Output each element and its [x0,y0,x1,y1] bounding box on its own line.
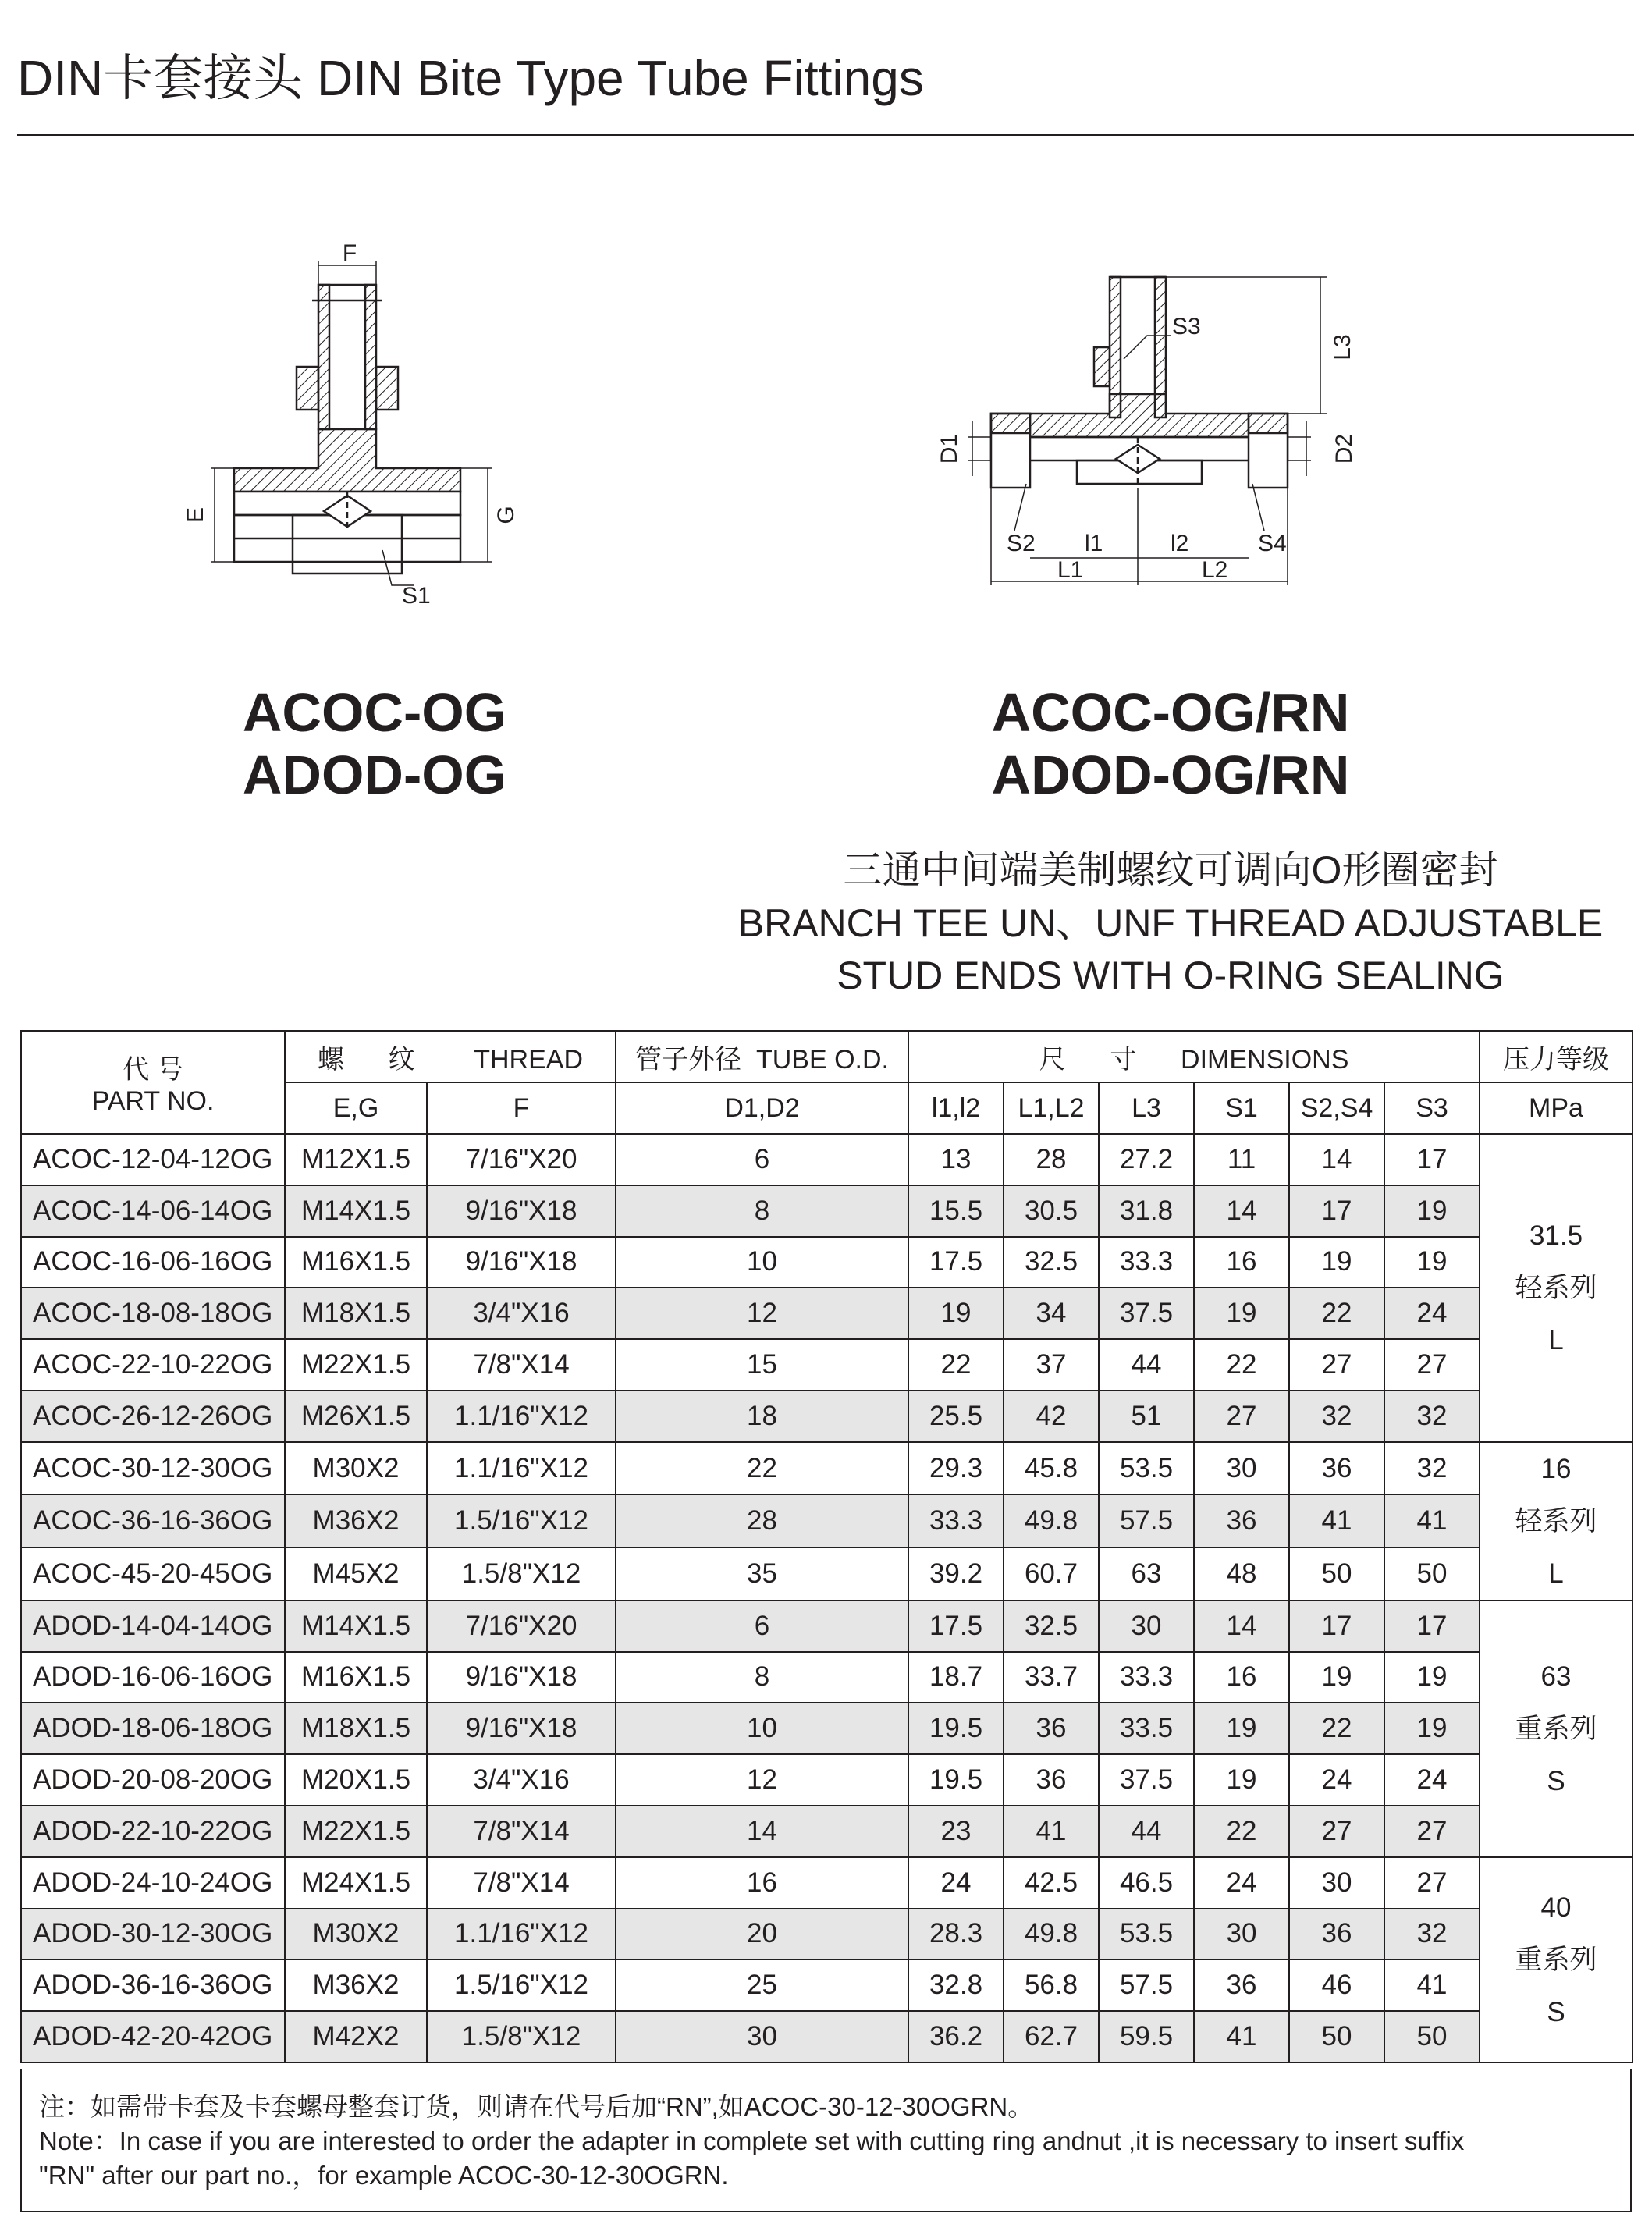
drawing-label-s3: S3 [1172,314,1201,339]
model-name-acoc-og-rn: ACOC-OG/RN [991,682,1350,743]
cell-dim-s3: 41 [1384,1959,1480,2011]
header-s3: S3 [1384,1082,1480,1134]
cell-thread-eg: M30X2 [285,1442,427,1495]
cell-tube-od: 10 [616,1703,908,1754]
right-fitting-drawing [890,258,1389,601]
drawing-label-s2: S2 [1007,531,1036,556]
header-s1: S1 [1194,1082,1289,1134]
cell-dim-s1: 16 [1194,1652,1289,1703]
cell-dim-s1: 14 [1194,1185,1289,1237]
cell-thread-f: 1.5/16"X12 [427,1494,616,1547]
cell-part-no: ACOC-16-06-16OG [21,1237,285,1288]
cell-tube-od: 12 [616,1288,908,1339]
cell-dim-l1l2-small: 19.5 [908,1703,1004,1754]
drawing-label-l3: L3 [1330,334,1355,361]
header-part-en: PART NO. [91,1086,215,1116]
cell-dim-l1l2-small: 22 [908,1339,1004,1391]
cell-dim-l3: 33.5 [1099,1703,1194,1754]
drawing-label-e: E [183,506,208,524]
cell-thread-eg: M36X2 [285,1494,427,1547]
header-d1d2: D1,D2 [616,1082,908,1134]
cell-dim-s2s4: 27 [1289,1339,1384,1391]
table-row [21,1547,1632,1600]
cell-dim-s1: 16 [1194,1237,1289,1288]
cell-part-no: ADOD-18-06-18OG [21,1703,285,1754]
pressure-value: 40 [1540,1892,1572,1923]
pressure-group [1480,1134,1632,1442]
cell-dim-l3: 57.5 [1099,1959,1194,2011]
pressure-series: 轻系列 [1515,1505,1597,1536]
pressure-code: L [1548,1324,1564,1355]
model-name-adod-og: ADOD-OG [242,744,507,805]
drawing-label-f: F [342,242,357,266]
drawing-label-g: G [493,506,519,524]
table-row [21,1600,1632,1652]
cell-tube-od: 35 [616,1547,908,1600]
cell-dim-s1: 36 [1194,1959,1289,2011]
cell-dim-l3: 53.5 [1099,1909,1194,1960]
header-l1l2: L1,L2 [1004,1082,1099,1134]
header-eg: E,G [285,1082,427,1134]
cell-tube-od: 6 [616,1600,908,1652]
cell-dim-l1l2: 56.8 [1004,1959,1099,2011]
cell-part-no: ACOC-36-16-36OG [21,1494,285,1547]
header-part-no [21,1031,285,1134]
cell-dim-s3: 24 [1384,1754,1480,1806]
cell-dim-l1l2: 30.5 [1004,1185,1099,1237]
cell-tube-od: 18 [616,1391,908,1442]
cell-dim-s1: 27 [1194,1391,1289,1442]
cell-dim-l1l2: 49.8 [1004,1494,1099,1547]
cell-tube-od: 6 [616,1134,908,1185]
cell-dim-s2s4: 17 [1289,1185,1384,1237]
cell-thread-eg: M14X1.5 [285,1600,427,1652]
cell-dim-l1l2-small: 18.7 [908,1652,1004,1703]
cell-thread-f: 9/16"X18 [427,1652,616,1703]
table-row [21,1494,1632,1547]
cell-thread-eg: M26X1.5 [285,1391,427,1442]
drawing-label-d2: D2 [1331,433,1357,464]
cell-dim-l1l2: 36 [1004,1754,1099,1806]
cell-dim-l3: 31.8 [1099,1185,1194,1237]
cell-dim-l1l2-small: 24 [908,1857,1004,1909]
cell-thread-f: 3/4"X16 [427,1288,616,1339]
cell-part-no: ADOD-42-20-42OG [21,2011,285,2062]
table-row [21,1442,1632,1495]
cell-dim-s2s4: 27 [1289,1806,1384,1857]
cell-dim-s3: 17 [1384,1134,1480,1185]
description-cn: 三通中间端美制螺纹可调向O形圈密封 [843,848,1498,892]
cell-dim-s1: 19 [1194,1754,1289,1806]
cell-dim-l1l2: 42 [1004,1391,1099,1442]
cell-thread-eg: M18X1.5 [285,1703,427,1754]
cell-tube-od: 16 [616,1857,908,1909]
cell-dim-l1l2-small: 39.2 [908,1547,1004,1600]
cell-thread-f: 1.1/16"X12 [427,1909,616,1960]
cell-dim-l3: 63 [1099,1547,1194,1600]
pressure-series: 重系列 [1515,1713,1597,1744]
pressure-code: S [1547,1996,1565,2027]
cell-thread-eg: M22X1.5 [285,1339,427,1391]
pressure-value: 63 [1540,1661,1572,1692]
cell-dim-l1l2-small: 29.3 [908,1442,1004,1495]
cell-part-no: ADOD-30-12-30OG [21,1909,285,1960]
cell-dim-s1: 41 [1194,2011,1289,2062]
cell-dim-s3: 19 [1384,1185,1480,1237]
cell-dim-s3: 27 [1384,1806,1480,1857]
cell-dim-l1l2-small: 17.5 [908,1600,1004,1652]
header-f: F [427,1082,616,1134]
cell-dim-l1l2: 45.8 [1004,1442,1099,1495]
cell-part-no: ACOC-45-20-45OG [21,1547,285,1600]
cell-tube-od: 25 [616,1959,908,2011]
pressure-value: 16 [1540,1453,1572,1484]
cell-thread-f: 1.5/8"X12 [427,2011,616,2062]
cell-dim-l1l2-small: 19.5 [908,1754,1004,1806]
cell-dim-s3: 27 [1384,1857,1480,1909]
cell-dim-l3: 37.5 [1099,1288,1194,1339]
note-en-line1: Note：In case if you are interested to order the adapter in complete set with cutting ring andnut ,it is necessary to insert suffix [39,2126,1465,2155]
cell-dim-l3: 27.2 [1099,1134,1194,1185]
cell-dim-s2s4: 41 [1289,1494,1384,1547]
drawing-label-l2: L2 [1202,557,1228,583]
cell-dim-s2s4: 17 [1289,1600,1384,1652]
left-fitting-drawing [179,242,570,609]
cell-dim-l1l2-small: 25.5 [908,1391,1004,1442]
pressure-group [1480,1857,1632,2062]
cell-tube-od: 20 [616,1909,908,1960]
cell-dim-s1: 48 [1194,1547,1289,1600]
cell-thread-eg: M12X1.5 [285,1134,427,1185]
cell-tube-od: 15 [616,1339,908,1391]
cell-dim-l3: 46.5 [1099,1857,1194,1909]
table-row [21,1134,1632,1185]
note-cn: 注：如需带卡套及卡套螺母整套订货，则请在代号后加“RN”,如ACOC-30-12-30OGRN。 [39,2092,1034,2121]
cell-dim-s3: 19 [1384,1703,1480,1754]
header-part-cn: 代 号 [123,1055,183,1085]
cell-dim-s3: 17 [1384,1600,1480,1652]
cell-thread-f: 9/16"X18 [427,1703,616,1754]
cell-dim-l1l2-small: 28.3 [908,1909,1004,1960]
pressure-series: 轻系列 [1515,1272,1597,1303]
cell-dim-s3: 19 [1384,1652,1480,1703]
cell-tube-od: 12 [616,1754,908,1806]
cell-part-no: ACOC-30-12-30OG [21,1442,285,1495]
cell-dim-s1: 11 [1194,1134,1289,1185]
cell-part-no: ADOD-36-16-36OG [21,1959,285,2011]
cell-dim-s1: 19 [1194,1703,1289,1754]
drawing-label-d1: D1 [936,433,962,464]
cell-dim-s2s4: 32 [1289,1391,1384,1442]
cell-tube-od: 14 [616,1806,908,1857]
cell-dim-l3: 44 [1099,1806,1194,1857]
cell-tube-od: 8 [616,1185,908,1237]
cell-part-no: ADOD-14-04-14OG [21,1600,285,1652]
description-en-line1: BRANCH TEE UN、UNF THREAD ADJUSTABLE [737,901,1604,945]
cell-part-no: ADOD-24-10-24OG [21,1857,285,1909]
table-row [21,1237,1632,1288]
pressure-group [1480,1442,1632,1600]
header-dimensions: 尺 寸 DIMENSIONS [908,1031,1480,1082]
pressure-series: 重系列 [1515,1944,1597,1975]
title-divider [17,134,1634,136]
cell-dim-l3: 51 [1099,1391,1194,1442]
cell-dim-s2s4: 50 [1289,2011,1384,2062]
cell-dim-l1l2-small: 36.2 [908,2011,1004,2062]
drawing-label-l1-small: l1 [1085,531,1103,556]
cell-tube-od: 10 [616,1237,908,1288]
cell-dim-l1l2-small: 17.5 [908,1237,1004,1288]
cell-dim-s2s4: 24 [1289,1754,1384,1806]
page-title: DIN卡套接头 DIN Bite Type Tube Fittings [17,50,924,106]
cell-thread-f: 1.1/16"X12 [427,1442,616,1495]
cell-thread-eg: M42X2 [285,2011,427,2062]
cell-thread-f: 1.1/16"X12 [427,1391,616,1442]
pressure-value: 31.5 [1529,1220,1583,1251]
order-note [20,2069,1632,2212]
cell-dim-l1l2: 36 [1004,1703,1099,1754]
cell-dim-s3: 32 [1384,1442,1480,1495]
cell-dim-l3: 37.5 [1099,1754,1194,1806]
cell-dim-l1l2: 33.7 [1004,1652,1099,1703]
cell-dim-s2s4: 30 [1289,1857,1384,1909]
header-pressure: 压力等级 [1480,1031,1632,1082]
cell-dim-s1: 36 [1194,1494,1289,1547]
description-en-line2: STUD ENDS WITH O-RING SEALING [837,954,1505,997]
cell-dim-l3: 57.5 [1099,1494,1194,1547]
cell-dim-l1l2-small: 32.8 [908,1959,1004,2011]
cell-thread-eg: M45X2 [285,1547,427,1600]
cell-thread-f: 7/16"X20 [427,1134,616,1185]
table-row [21,1288,1632,1339]
cell-dim-l1l2-small: 19 [908,1288,1004,1339]
cell-thread-eg: M14X1.5 [285,1185,427,1237]
cell-dim-l1l2: 42.5 [1004,1857,1099,1909]
model-name-adod-og-rn: ADOD-OG/RN [991,744,1350,805]
cell-thread-eg: M30X2 [285,1909,427,1960]
pressure-group [1480,1600,1632,1857]
spec-table [20,1030,1633,2063]
cell-dim-l3: 59.5 [1099,2011,1194,2062]
cell-dim-l1l2-small: 13 [908,1134,1004,1185]
header-pressure-unit: MPa [1480,1082,1632,1134]
table-row [21,1703,1632,1754]
table-row [21,1339,1632,1391]
cell-dim-l1l2: 49.8 [1004,1909,1099,1960]
model-name-acoc-og: ACOC-OG [242,682,507,743]
drawing-label-l2-small: l2 [1171,531,1189,556]
cell-thread-f: 7/8"X14 [427,1339,616,1391]
cell-part-no: ADOD-20-08-20OG [21,1754,285,1806]
cell-tube-od: 28 [616,1494,908,1547]
cell-dim-s3: 32 [1384,1909,1480,1960]
cell-dim-s2s4: 36 [1289,1909,1384,1960]
cell-thread-eg: M22X1.5 [285,1806,427,1857]
cell-dim-l1l2-small: 23 [908,1806,1004,1857]
table-row [21,1857,1632,1909]
cell-thread-f: 1.5/8"X12 [427,1547,616,1600]
cell-dim-l1l2: 60.7 [1004,1547,1099,1600]
cell-dim-l1l2-small: 15.5 [908,1185,1004,1237]
cell-dim-l1l2: 28 [1004,1134,1099,1185]
cell-dim-s1: 24 [1194,1857,1289,1909]
cell-part-no: ACOC-14-06-14OG [21,1185,285,1237]
cell-thread-f: 7/8"X14 [427,1806,616,1857]
cell-thread-f: 7/8"X14 [427,1857,616,1909]
cell-thread-f: 9/16"X18 [427,1237,616,1288]
cell-dim-s3: 32 [1384,1391,1480,1442]
cell-dim-s1: 14 [1194,1600,1289,1652]
table-row [21,2011,1632,2062]
cell-thread-f: 3/4"X16 [427,1754,616,1806]
cell-dim-s2s4: 50 [1289,1547,1384,1600]
cell-part-no: ADOD-16-06-16OG [21,1652,285,1703]
table-row [21,1909,1632,1960]
cell-dim-s1: 22 [1194,1806,1289,1857]
cell-dim-s2s4: 22 [1289,1703,1384,1754]
cell-dim-s2s4: 19 [1289,1652,1384,1703]
header-thread: 螺 纹 THREAD [285,1031,616,1082]
cell-thread-eg: M18X1.5 [285,1288,427,1339]
table-row [21,1391,1632,1442]
table-row [21,1959,1632,2011]
cell-dim-l3: 30 [1099,1600,1194,1652]
note-en-line2: "RN" after our part no.，for example ACOC-30-12-30OGRN. [39,2161,729,2190]
cell-dim-l3: 44 [1099,1339,1194,1391]
cell-thread-eg: M36X2 [285,1959,427,2011]
cell-dim-s1: 22 [1194,1339,1289,1391]
cell-thread-eg: M16X1.5 [285,1237,427,1288]
header-s2s4: S2,S4 [1289,1082,1384,1134]
pressure-code: S [1547,1765,1565,1796]
cell-thread-eg: M20X1.5 [285,1754,427,1806]
cell-thread-eg: M24X1.5 [285,1857,427,1909]
cell-dim-s3: 24 [1384,1288,1480,1339]
cell-dim-l3: 33.3 [1099,1237,1194,1288]
cell-dim-l1l2: 34 [1004,1288,1099,1339]
drawing-label-l1: L1 [1057,557,1084,583]
cell-dim-l1l2: 41 [1004,1806,1099,1857]
cell-dim-s2s4: 36 [1289,1442,1384,1495]
cell-dim-l1l2: 32.5 [1004,1600,1099,1652]
cell-dim-s3: 19 [1384,1237,1480,1288]
cell-tube-od: 30 [616,2011,908,2062]
cell-dim-l1l2: 32.5 [1004,1237,1099,1288]
table-row [21,1185,1632,1237]
cell-tube-od: 22 [616,1442,908,1495]
table-row [21,1754,1632,1806]
cell-part-no: ADOD-22-10-22OG [21,1806,285,1857]
table-row [21,1806,1632,1857]
cell-dim-l3: 33.3 [1099,1652,1194,1703]
cell-thread-f: 9/16"X18 [427,1185,616,1237]
cell-part-no: ACOC-18-08-18OG [21,1288,285,1339]
cell-tube-od: 8 [616,1652,908,1703]
cell-dim-s3: 50 [1384,2011,1480,2062]
header-l3: L3 [1099,1082,1194,1134]
table-row [21,1652,1632,1703]
cell-thread-f: 1.5/16"X12 [427,1959,616,2011]
cell-dim-s1: 30 [1194,1442,1289,1495]
cell-part-no: ACOC-12-04-12OG [21,1134,285,1185]
cell-dim-l1l2: 37 [1004,1339,1099,1391]
cell-dim-s2s4: 19 [1289,1237,1384,1288]
cell-dim-l1l2: 62.7 [1004,2011,1099,2062]
cell-thread-f: 7/16"X20 [427,1600,616,1652]
cell-dim-s1: 19 [1194,1288,1289,1339]
cell-part-no: ACOC-26-12-26OG [21,1391,285,1442]
drawing-label-s1: S1 [402,583,431,609]
cell-dim-l1l2-small: 33.3 [908,1494,1004,1547]
cell-dim-l3: 53.5 [1099,1442,1194,1495]
cell-dim-s2s4: 46 [1289,1959,1384,2011]
header-tube-od: 管子外径 TUBE O.D. [616,1031,908,1082]
pressure-code: L [1548,1558,1564,1589]
cell-dim-s3: 41 [1384,1494,1480,1547]
cell-thread-eg: M16X1.5 [285,1652,427,1703]
cell-dim-s1: 30 [1194,1909,1289,1960]
cell-part-no: ACOC-22-10-22OG [21,1339,285,1391]
header-l1l2-small: l1,l2 [908,1082,1004,1134]
cell-dim-s3: 27 [1384,1339,1480,1391]
cell-dim-s2s4: 22 [1289,1288,1384,1339]
cell-dim-s3: 50 [1384,1547,1480,1600]
cell-dim-s2s4: 14 [1289,1134,1384,1185]
drawing-label-s4: S4 [1258,531,1287,556]
